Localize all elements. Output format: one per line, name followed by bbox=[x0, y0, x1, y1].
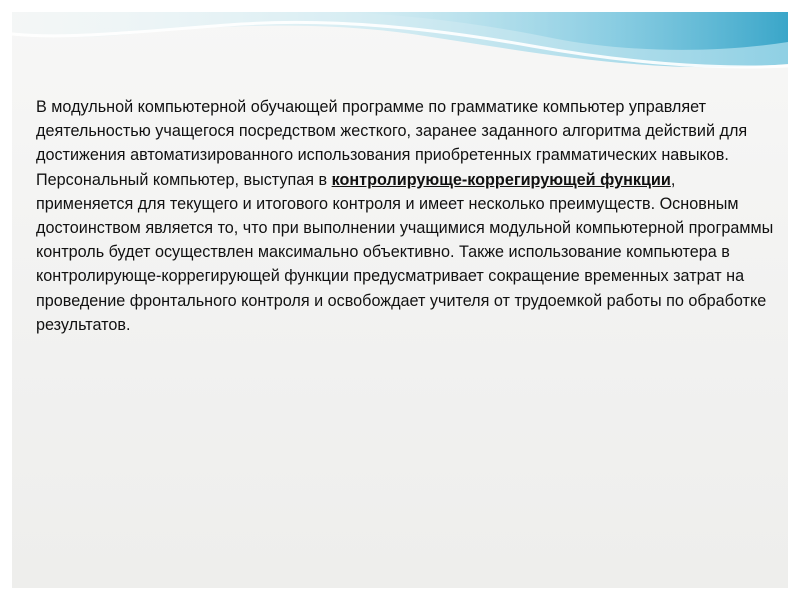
slide-body-text bbox=[36, 95, 776, 337]
paragraph-1: В модульной компьютерной обучающей программе по грамматике компьютер управляет деятельностью учащегося посредством жесткого, заранее заданного алгоритма действий для достижения автоматизированного использования приобретенных грамматических навыков. bbox=[36, 98, 748, 165]
emphasized-term: контролирующе-коррегирующей функции bbox=[331, 170, 671, 189]
paragraph-2-intro: Персональный компьютер, выступая в bbox=[36, 170, 332, 189]
decorative-wave-banner bbox=[12, 12, 788, 82]
paragraph-2 bbox=[36, 168, 776, 337]
paragraph-2-rest: , применяется для текущего и итогового контроля и имеет несколько преимуществ. Основным достоинством является то, что при выполнении учащимися модульной компьютерной программы контроль будет осуществлен максимально объективно. Также использование компьютера в контролирующе-коррегирующей функции предусматривает сокращение временных затрат на проведение фронтального контроля и освобождает учителя от трудоемкой работы по обработке результатов. bbox=[36, 170, 774, 334]
